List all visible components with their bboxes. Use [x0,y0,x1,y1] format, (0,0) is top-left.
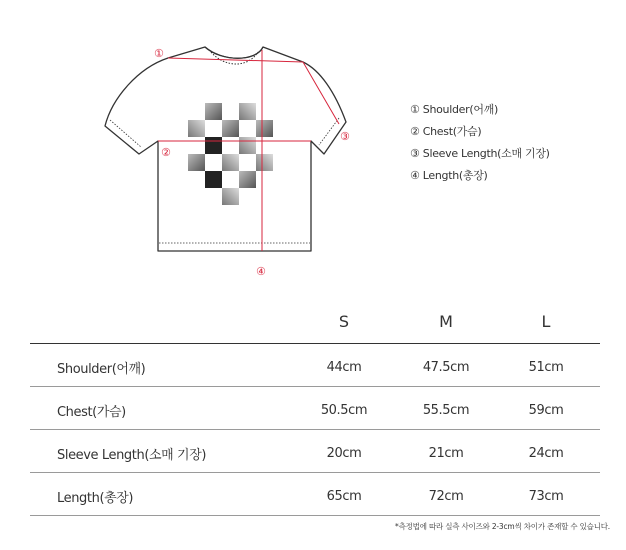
tshirt-outline [105,47,346,251]
measurement-legend [410,99,550,187]
cell-value: 72cm [428,489,464,504]
cell-value: 59cm [528,403,564,418]
size-header-l: L [541,312,551,331]
cell-value: 21cm [428,446,464,461]
cell-value: 24cm [528,446,564,461]
table-row-shoulder [30,344,600,387]
legend-item-shoulder: ① Shoulder(어깨) [410,103,498,116]
marker-4: ④ [256,265,266,278]
cell-value: 20cm [326,446,362,461]
legend-item-sleeve: ③ Sleeve Length(소매 기장) [410,147,550,160]
cell-value: 65cm [326,489,362,504]
size-header-s: S [338,312,350,331]
measurement-note: *측정법에 따라 실측 사이즈와 2-3cm씩 차이가 존재할 수 있습니다. [395,522,610,531]
cell-value: 55.5cm [422,403,470,418]
marker-2: ② [161,146,171,159]
row-label: Sleeve Length(소매 기장) [57,448,207,463]
size-header-row [30,306,600,344]
legend-item-chest: ② Chest(가슴) [410,125,482,138]
size-header-m: M [439,312,453,331]
marker-3: ③ [340,130,350,143]
cell-value: 50.5cm [320,403,368,418]
marker-1: ① [154,47,164,60]
legend-item-length: ④ Length(총장) [410,169,488,182]
table-row-chest [30,387,600,430]
table-row-sleeve [30,430,600,473]
cell-value: 44cm [326,360,362,375]
cell-value: 51cm [528,360,564,375]
row-label: Chest(가슴) [57,405,126,420]
row-label: Length(총장) [57,491,134,506]
cell-value: 73cm [528,489,564,504]
row-label: Shoulder(어깨) [57,362,146,377]
size-table [30,306,600,516]
table-row-length [30,473,600,516]
cell-value: 47.5cm [422,360,470,375]
